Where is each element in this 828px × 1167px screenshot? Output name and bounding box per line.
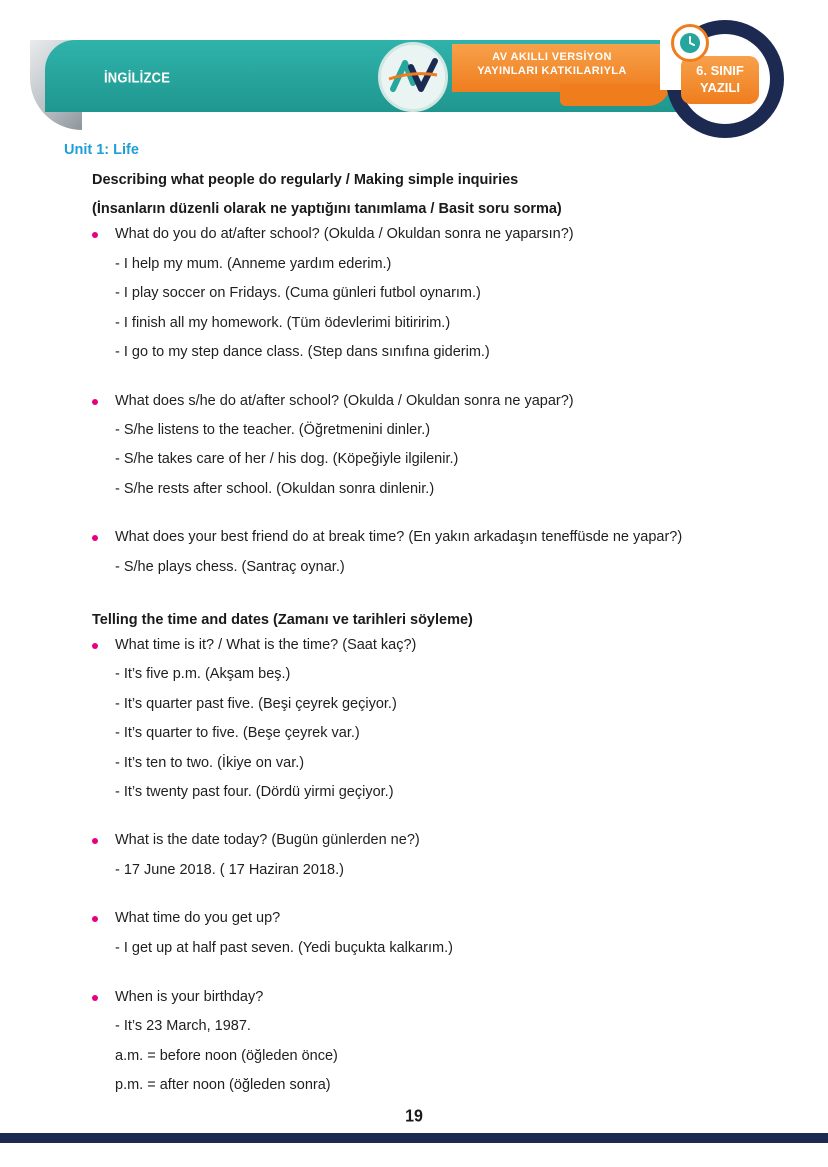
answer: - It’s ten to two. (İkiye on var.) <box>115 755 305 771</box>
answer: - I go to my step dance class. (Step dans sınıfına giderim.) <box>115 344 490 360</box>
answer: - I help my mum. (Anneme yardım ederim.) <box>115 256 392 272</box>
unit-title: Unit 1: Life <box>64 142 139 158</box>
grade-badge <box>681 56 759 104</box>
av-logo-icon <box>378 42 448 112</box>
subject-label: İNGİLİZCE <box>104 69 171 86</box>
answer: - S/he listens to the teacher. (Öğretmenini dinler.) <box>115 422 431 438</box>
answer: - I finish all my homework. (Tüm ödevlerimi bitiririm.) <box>115 315 451 331</box>
definition: p.m. = after noon (öğleden sonra) <box>115 1077 331 1093</box>
question: What do you do at/after school? (Okulda / Okuldan sonra ne yaparsın?) <box>115 226 574 242</box>
answer: - S/he plays chess. (Santraç oynar.) <box>115 559 345 575</box>
answer: - I play soccer on Fridays. (Cuma günleri futbol oynarım.) <box>115 285 481 301</box>
page-number: 19 <box>405 1107 423 1126</box>
publisher-line-2: YAYINLARI KATKILARIYLA <box>477 65 627 77</box>
answer: - It’s quarter past five. (Beşi çeyrek geçiyor.) <box>115 696 397 712</box>
answer: - It’s twenty past four. (Dördü yirmi geçiyor.) <box>115 784 394 800</box>
publisher-line-1: AV AKILLI VERSİYON <box>492 51 612 63</box>
question: What does s/he do at/after school? (Okulda / Okuldan sonra ne yapar?) <box>115 393 574 409</box>
section1-heading-en: Describing what people do regularly / Making simple inquiries <box>92 172 519 188</box>
publisher-text <box>452 50 652 78</box>
bullet-icon <box>92 916 98 922</box>
question: What time do you get up? <box>115 910 281 926</box>
grade-line-2: YAZILI <box>700 80 740 95</box>
answer: - S/he rests after school. (Okuldan sonra dinlenir.) <box>115 481 435 497</box>
bullet-icon <box>92 399 98 405</box>
bullet-icon <box>92 232 98 238</box>
question: What time is it? / What is the time? (Saat kaç?) <box>115 637 417 653</box>
clock-icon <box>671 24 709 62</box>
footer-bar <box>0 1133 828 1143</box>
section2-heading: Telling the time and dates (Zamanı ve tarihleri söyleme) <box>92 612 473 628</box>
header-banner <box>0 0 828 140</box>
question: What does your best friend do at break time? (En yakın arkadaşın teneffüsde ne yapar?) <box>115 529 683 545</box>
question: When is your birthday? <box>115 989 264 1005</box>
answer: - It’s 23 March, 1987. <box>115 1018 251 1034</box>
publisher-band-splash <box>560 84 670 106</box>
section1-heading-tr: (İnsanların düzenli olarak ne yaptığını tanımlama / Basit soru sorma) <box>92 201 562 217</box>
question: What is the date today? (Bugün günlerden ne?) <box>115 832 420 848</box>
answer: - I get up at half past seven. (Yedi buçukta kalkarım.) <box>115 940 453 956</box>
answer: - It’s five p.m. (Akşam beş.) <box>115 666 291 682</box>
bullet-icon <box>92 643 98 649</box>
answer: - 17 June 2018. ( 17 Haziran 2018.) <box>115 862 344 878</box>
bullet-icon <box>92 535 98 541</box>
answer: - S/he takes care of her / his dog. (Köpeğiyle ilgilenir.) <box>115 451 459 467</box>
banner-teal-cap <box>45 40 105 112</box>
bullet-icon <box>92 995 98 1001</box>
bullet-icon <box>92 838 98 844</box>
grade-line-1: 6. SINIF <box>696 63 744 78</box>
definition: a.m. = before noon (öğleden önce) <box>115 1048 338 1064</box>
answer: - It’s quarter to five. (Beşe çeyrek var.) <box>115 725 360 741</box>
